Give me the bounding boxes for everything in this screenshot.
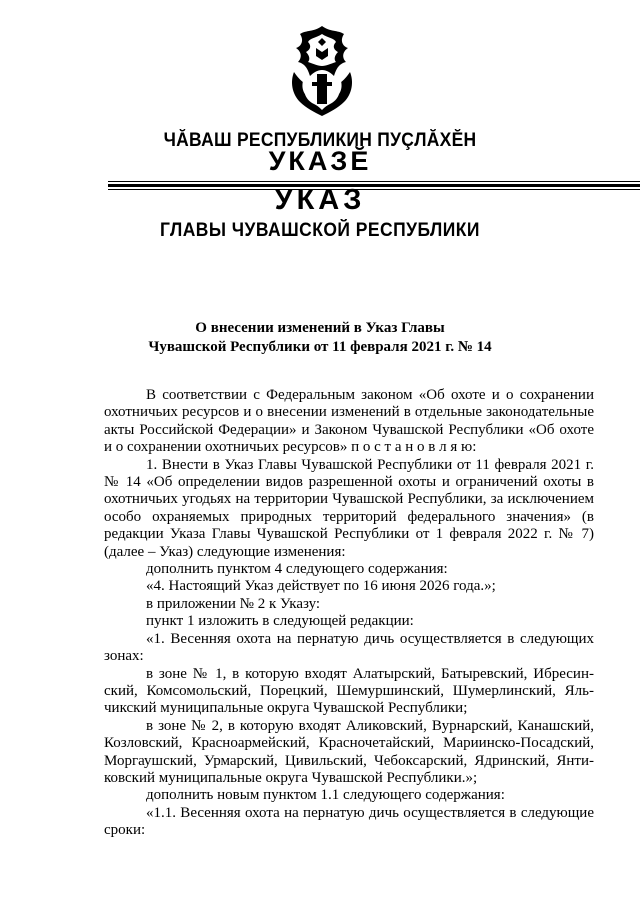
russian-ukaz-title: УКАЗ <box>274 184 366 216</box>
body-paragraph: дополнить пунктом 4 следующего содержания: <box>146 561 448 578</box>
subject-line-1: О внесении изменений в Указ Главы <box>195 320 445 336</box>
body-paragraph: «1. Весенняя охота на пернатую дичь осуществляется в следующих зонах: <box>104 630 594 665</box>
subject-line-2: Чувашской Республики от 11 февраля 2021 г. № 14 <box>148 339 492 355</box>
chuvash-emblem-icon <box>280 22 364 122</box>
document-subject <box>0 319 640 357</box>
header-divider-top <box>108 181 640 182</box>
body-paragraph: в приложении № 2 к Указу: <box>146 595 321 612</box>
document-body <box>104 387 594 840</box>
body-paragraph: в зоне № 1, в которую входят Алатырский, Батыревский, Ибресинский, Комсомольский, Порецкий, Шемуршинский, Шумерлинский, Яльчикский муниципальные округа Чувашской Республики; <box>104 665 594 717</box>
body-paragraph: 1. Внести в Указ Главы Чувашской Республики от 11 февраля 2021 г. № 14 «Об определении видов разрешенной охоты и ограничений охоты в охотничьих угодьях на территории Чувашской Республики, за исключением особо охраняемых природных территорий федерального значения» (в редакции Указа Главы Чувашской Республики от 1 февраля 2022 г. № 7) (далее – Указ) следующие изменения: <box>104 456 594 560</box>
body-paragraph: в зоне № 2, в которую входят Аликовский, Вурнарский, Канашский, Козловский, Красноармейский, Красночетайский, Мариинско-Посадский, Моргаушский, Урмарский, Цивильский, Чебоксарский, Ядринский, Янтиковский муниципальные округа Чувашской Республики.»; <box>104 717 594 786</box>
chuvash-ukaze-title: УКАЗĔ <box>268 146 372 176</box>
body-paragraph: дополнить новым пунктом 1.1 следующего содержания: <box>146 787 505 804</box>
body-paragraph: пункт 1 изложить в следующей редакции: <box>146 613 414 630</box>
russian-issuer-title: ГЛАВЫ ЧУВАШСКОЙ РЕСПУБЛИКИ <box>160 220 480 241</box>
chuvash-header-title: ЧĂВАШ РЕСПУБЛИКИН ПУÇЛĂХĔН <box>163 130 477 151</box>
body-paragraph: «4. Настоящий Указ действует по 16 июня 2026 года.»; <box>146 578 496 595</box>
body-paragraph: «1.1. Весенняя охота на пернатую дичь осуществляется в следующие сроки: <box>104 804 594 839</box>
body-paragraph: В соответствии с Федеральным законом «Об охоте и о сохранении охотничьих ресурсов и о внесении изменений в отдельные законодательные акты Российской Федерации» и Законом Чувашской Республики «Об охоте и о сохранении охотничьих ресурсов» п о с т а н о в л я ю: <box>104 387 594 456</box>
